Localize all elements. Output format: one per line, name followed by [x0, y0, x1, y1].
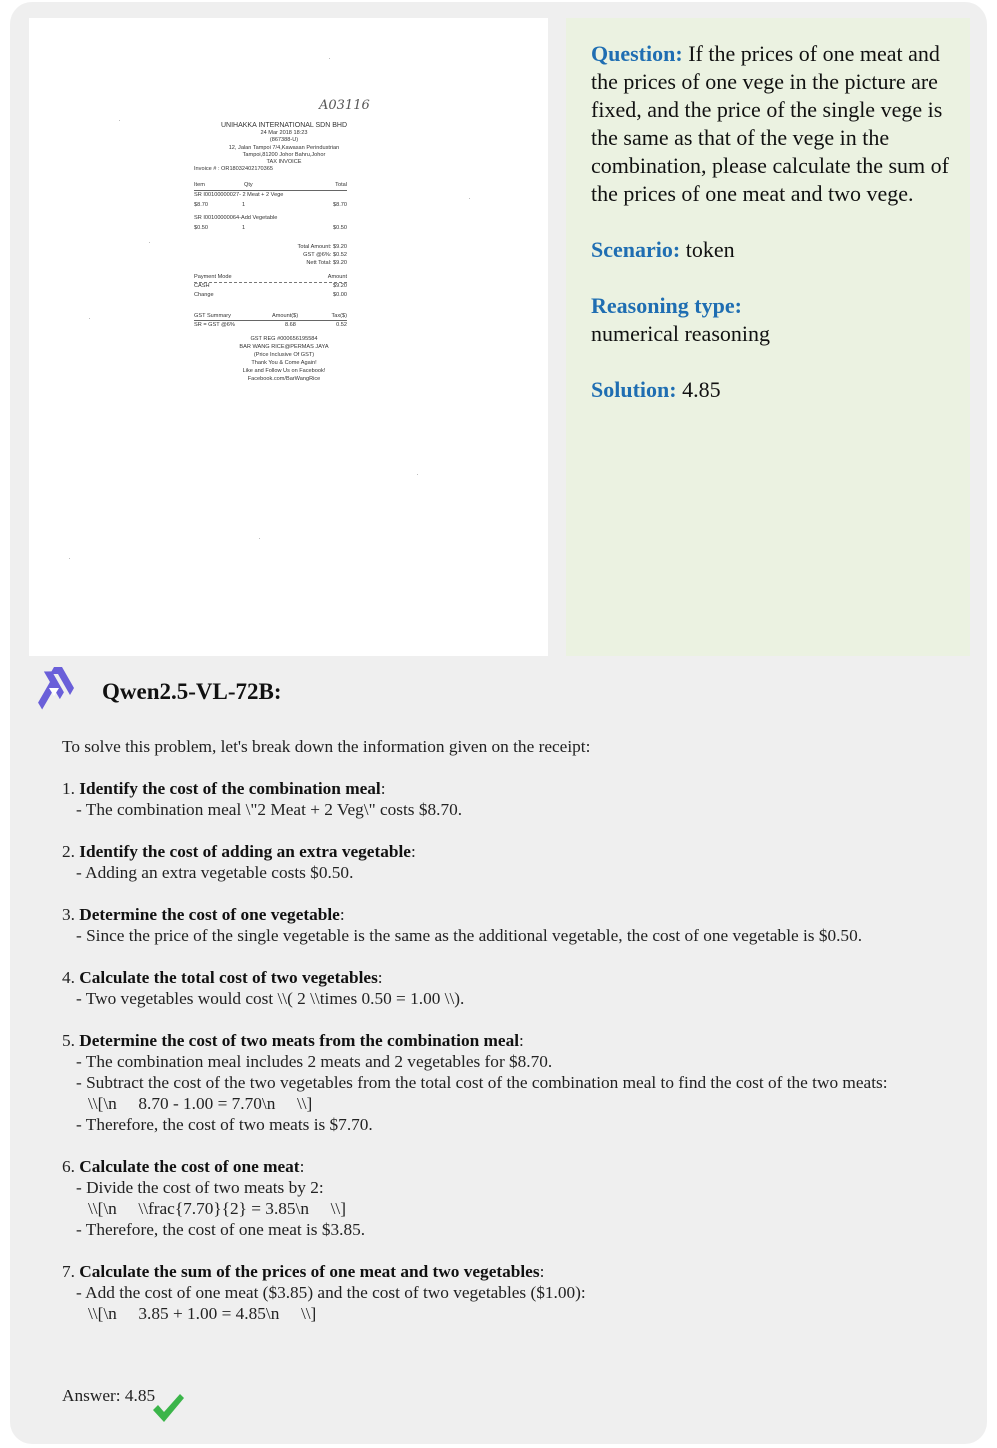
- receipt-item1-total: $8.70: [333, 202, 347, 208]
- receipt-invoice: Invoice # : OR18032402170365: [194, 166, 273, 172]
- response-intro: To solve this problem, let's break down the information given on the receipt:: [62, 737, 591, 756]
- receipt-outlet: BAR WANG RICE@PERMAS JAYA: [239, 344, 329, 350]
- step-6-line-1: - Divide the cost of two meats by 2:: [76, 1178, 324, 1197]
- qwen-logo-icon: [27, 664, 81, 718]
- model-name: Qwen2.5-VL-72B:: [102, 679, 282, 704]
- step-2: 2. Identify the cost of adding an extra vegetable:: [62, 842, 416, 861]
- solution-text: 4.85: [682, 377, 721, 402]
- model-response: [62, 736, 947, 1324]
- content-card: [10, 2, 987, 1444]
- receipt-follow: Like and Follow Us on Facebook!: [242, 368, 326, 374]
- scenario-label: Scenario:: [591, 237, 681, 262]
- receipt-address2: Tampoi,81200 Johor Bahru,Johor: [242, 152, 326, 158]
- step-5-line-1: - The combination meal includes 2 meats and 2 vegetables for $8.70.: [76, 1052, 553, 1071]
- step-3: 3. Determine the cost of one vegetable:: [62, 905, 345, 924]
- receipt-change-value: $0.00: [333, 292, 347, 298]
- receipt-total-amount: Total Amount: $9.20: [297, 244, 347, 250]
- receipt-cash-value: $9.20: [333, 283, 347, 289]
- receipt-amount-label: Amount: [327, 274, 347, 280]
- receipt-gst-row-tax: 0.52: [336, 322, 347, 328]
- step-7-title: Calculate the sum of the prices of one meat and two vegetables: [79, 1262, 540, 1281]
- step-6: 6. Calculate the cost of one meat:: [62, 1157, 305, 1176]
- receipt-facebook: Facebook.com/BarWangRice: [247, 376, 321, 382]
- solution-block: [591, 376, 951, 404]
- step-4-line: - Two vegetables would cost \\( 2 \\times 0.50 = 1.00 \\).: [76, 989, 465, 1008]
- step-5-title: Determine the cost of two meats from the combination meal: [79, 1031, 520, 1050]
- step-6-equation: \\[\n \\frac{7.70}{2} = 3.85\n \\]: [88, 1199, 346, 1218]
- question-info-panel: [566, 18, 970, 656]
- receipt-gst-amount-label: Amount($): [272, 313, 299, 319]
- question-label: Question:: [591, 41, 683, 66]
- step-6-title: Calculate the cost of one meat: [79, 1157, 300, 1176]
- receipt-item1-name: SR I00100000027- 2 Meat + 2 Vege: [194, 192, 284, 198]
- receipt-gst-tax-label: Tax($): [331, 313, 347, 319]
- scan-speck: [259, 538, 260, 539]
- receipt-gst-row-amount: 8.68: [285, 322, 296, 328]
- correct-checkmark-icon: [150, 1390, 186, 1426]
- receipt-gst-summary: GST Summary: [194, 313, 231, 319]
- receipt-thanks: Thank You & Come Again!: [251, 360, 317, 366]
- step-4: 4. Calculate the total cost of two vegetables:: [62, 968, 383, 987]
- receipt-rule-2: [194, 320, 347, 321]
- receipt-datetime: 24 Mar 2018 18:23: [260, 130, 308, 136]
- receipt-image: [29, 18, 548, 656]
- scenario-block: [591, 236, 951, 264]
- step-2-line: - Adding an extra vegetable costs $0.50.: [76, 863, 354, 882]
- reasoning-block: [591, 292, 951, 348]
- receipt-company: UNIHAKKA INTERNATIONAL SDN BHD: [220, 122, 348, 129]
- receipt-item1-price: $8.70: [194, 202, 208, 208]
- receipt-reg-no: (867388-U): [269, 137, 299, 143]
- scan-speck: [89, 318, 90, 319]
- receipt-price-note: (Price Inclusive Of GST): [253, 352, 315, 358]
- receipt-doc-type: TAX INVOICE: [266, 159, 302, 165]
- question-block: [591, 40, 951, 208]
- final-answer: Answer: 4.85: [62, 1386, 156, 1405]
- receipt-item2-qty: 1: [242, 225, 246, 231]
- receipt-item2-total: $0.50: [333, 225, 347, 231]
- reasoning-label: Reasoning type:: [591, 293, 742, 318]
- receipt-gst: GST @6%: $0.52: [303, 252, 347, 258]
- receipt-payment-mode: Payment Mode: [194, 274, 232, 280]
- step-5-line-4: - Therefore, the cost of two meats is $7.70.: [76, 1115, 373, 1134]
- receipt-gst-row-label: SR = GST @6%: [194, 322, 235, 328]
- scan-speck: [329, 58, 330, 59]
- reasoning-text: numerical reasoning: [591, 321, 770, 346]
- receipt-item2-name: SR I00100000064-Add Vegetable: [194, 215, 278, 221]
- step-1-title: Identify the cost of the combination meal: [79, 779, 381, 798]
- receipt-item1-qty: 1: [242, 202, 246, 208]
- receipt-rule: [194, 190, 347, 191]
- step-1-line: - The combination meal \"2 Meat + 2 Veg\" costs $8.70.: [76, 800, 463, 819]
- receipt-cash-label: CASH: [194, 283, 210, 289]
- receipt-col-total: Total: [335, 182, 347, 188]
- scan-speck: [149, 242, 150, 243]
- step-7-line-1: - Add the cost of one meat ($3.85) and the cost of two vegetables ($1.00):: [76, 1283, 586, 1302]
- receipt-col-item: Item: [194, 182, 205, 188]
- receipt-item2-price: $0.50: [194, 225, 208, 231]
- step-1: 1. Identify the cost of the combination meal:: [62, 779, 386, 798]
- step-4-title: Calculate the total cost of two vegetables: [79, 968, 378, 987]
- step-5: 5. Determine the cost of two meats from the combination meal:: [62, 1031, 524, 1050]
- receipt-nett-total: Nett Total: $9.20: [306, 260, 347, 266]
- scan-speck: [119, 120, 120, 121]
- receipt-col-qty: Qty: [244, 182, 253, 188]
- scan-speck: [69, 558, 70, 559]
- scan-speck: [417, 474, 418, 475]
- scenario-text: token: [685, 237, 735, 262]
- step-6-line-3: - Therefore, the cost of one meat is $3.85.: [76, 1220, 366, 1239]
- step-3-line: - Since the price of the single vegetable is the same as the additional vegetable, the cost of one vegetable is $0.50.: [76, 926, 863, 945]
- receipt-address1: 12, Jalan Tampoi 7/4,Kawasan Perindustrian: [228, 145, 340, 151]
- solution-label: Solution:: [591, 377, 677, 402]
- step-2-title: Identify the cost of adding an extra vegetable: [79, 842, 411, 861]
- step-7-equation: \\[\n 3.85 + 1.00 = 4.85\n \\]: [88, 1304, 317, 1323]
- question-text: If the prices of one meat and the prices of one vege in the picture are fixed, and the price of the single vege is the same as that of the vege in the combination, please calculate the sum of the prices of one meat and two vege.: [591, 41, 949, 206]
- step-7: 7. Calculate the sum of the prices of one meat and two vegetables:: [62, 1262, 545, 1281]
- step-5-equation: \\[\n 8.70 - 1.00 = 7.70\n \\]: [88, 1094, 313, 1113]
- receipt-change-label: Change: [194, 292, 214, 298]
- receipt-handwritten-note: A03116: [319, 98, 370, 113]
- scan-speck: [469, 198, 470, 199]
- step-5-line-2: - Subtract the cost of the two vegetables from the total cost of the combination meal to find the cost of the two meats:: [76, 1073, 888, 1092]
- step-3-title: Determine the cost of one vegetable: [79, 905, 340, 924]
- receipt-gst-reg: GST REG #000656195584: [250, 336, 318, 342]
